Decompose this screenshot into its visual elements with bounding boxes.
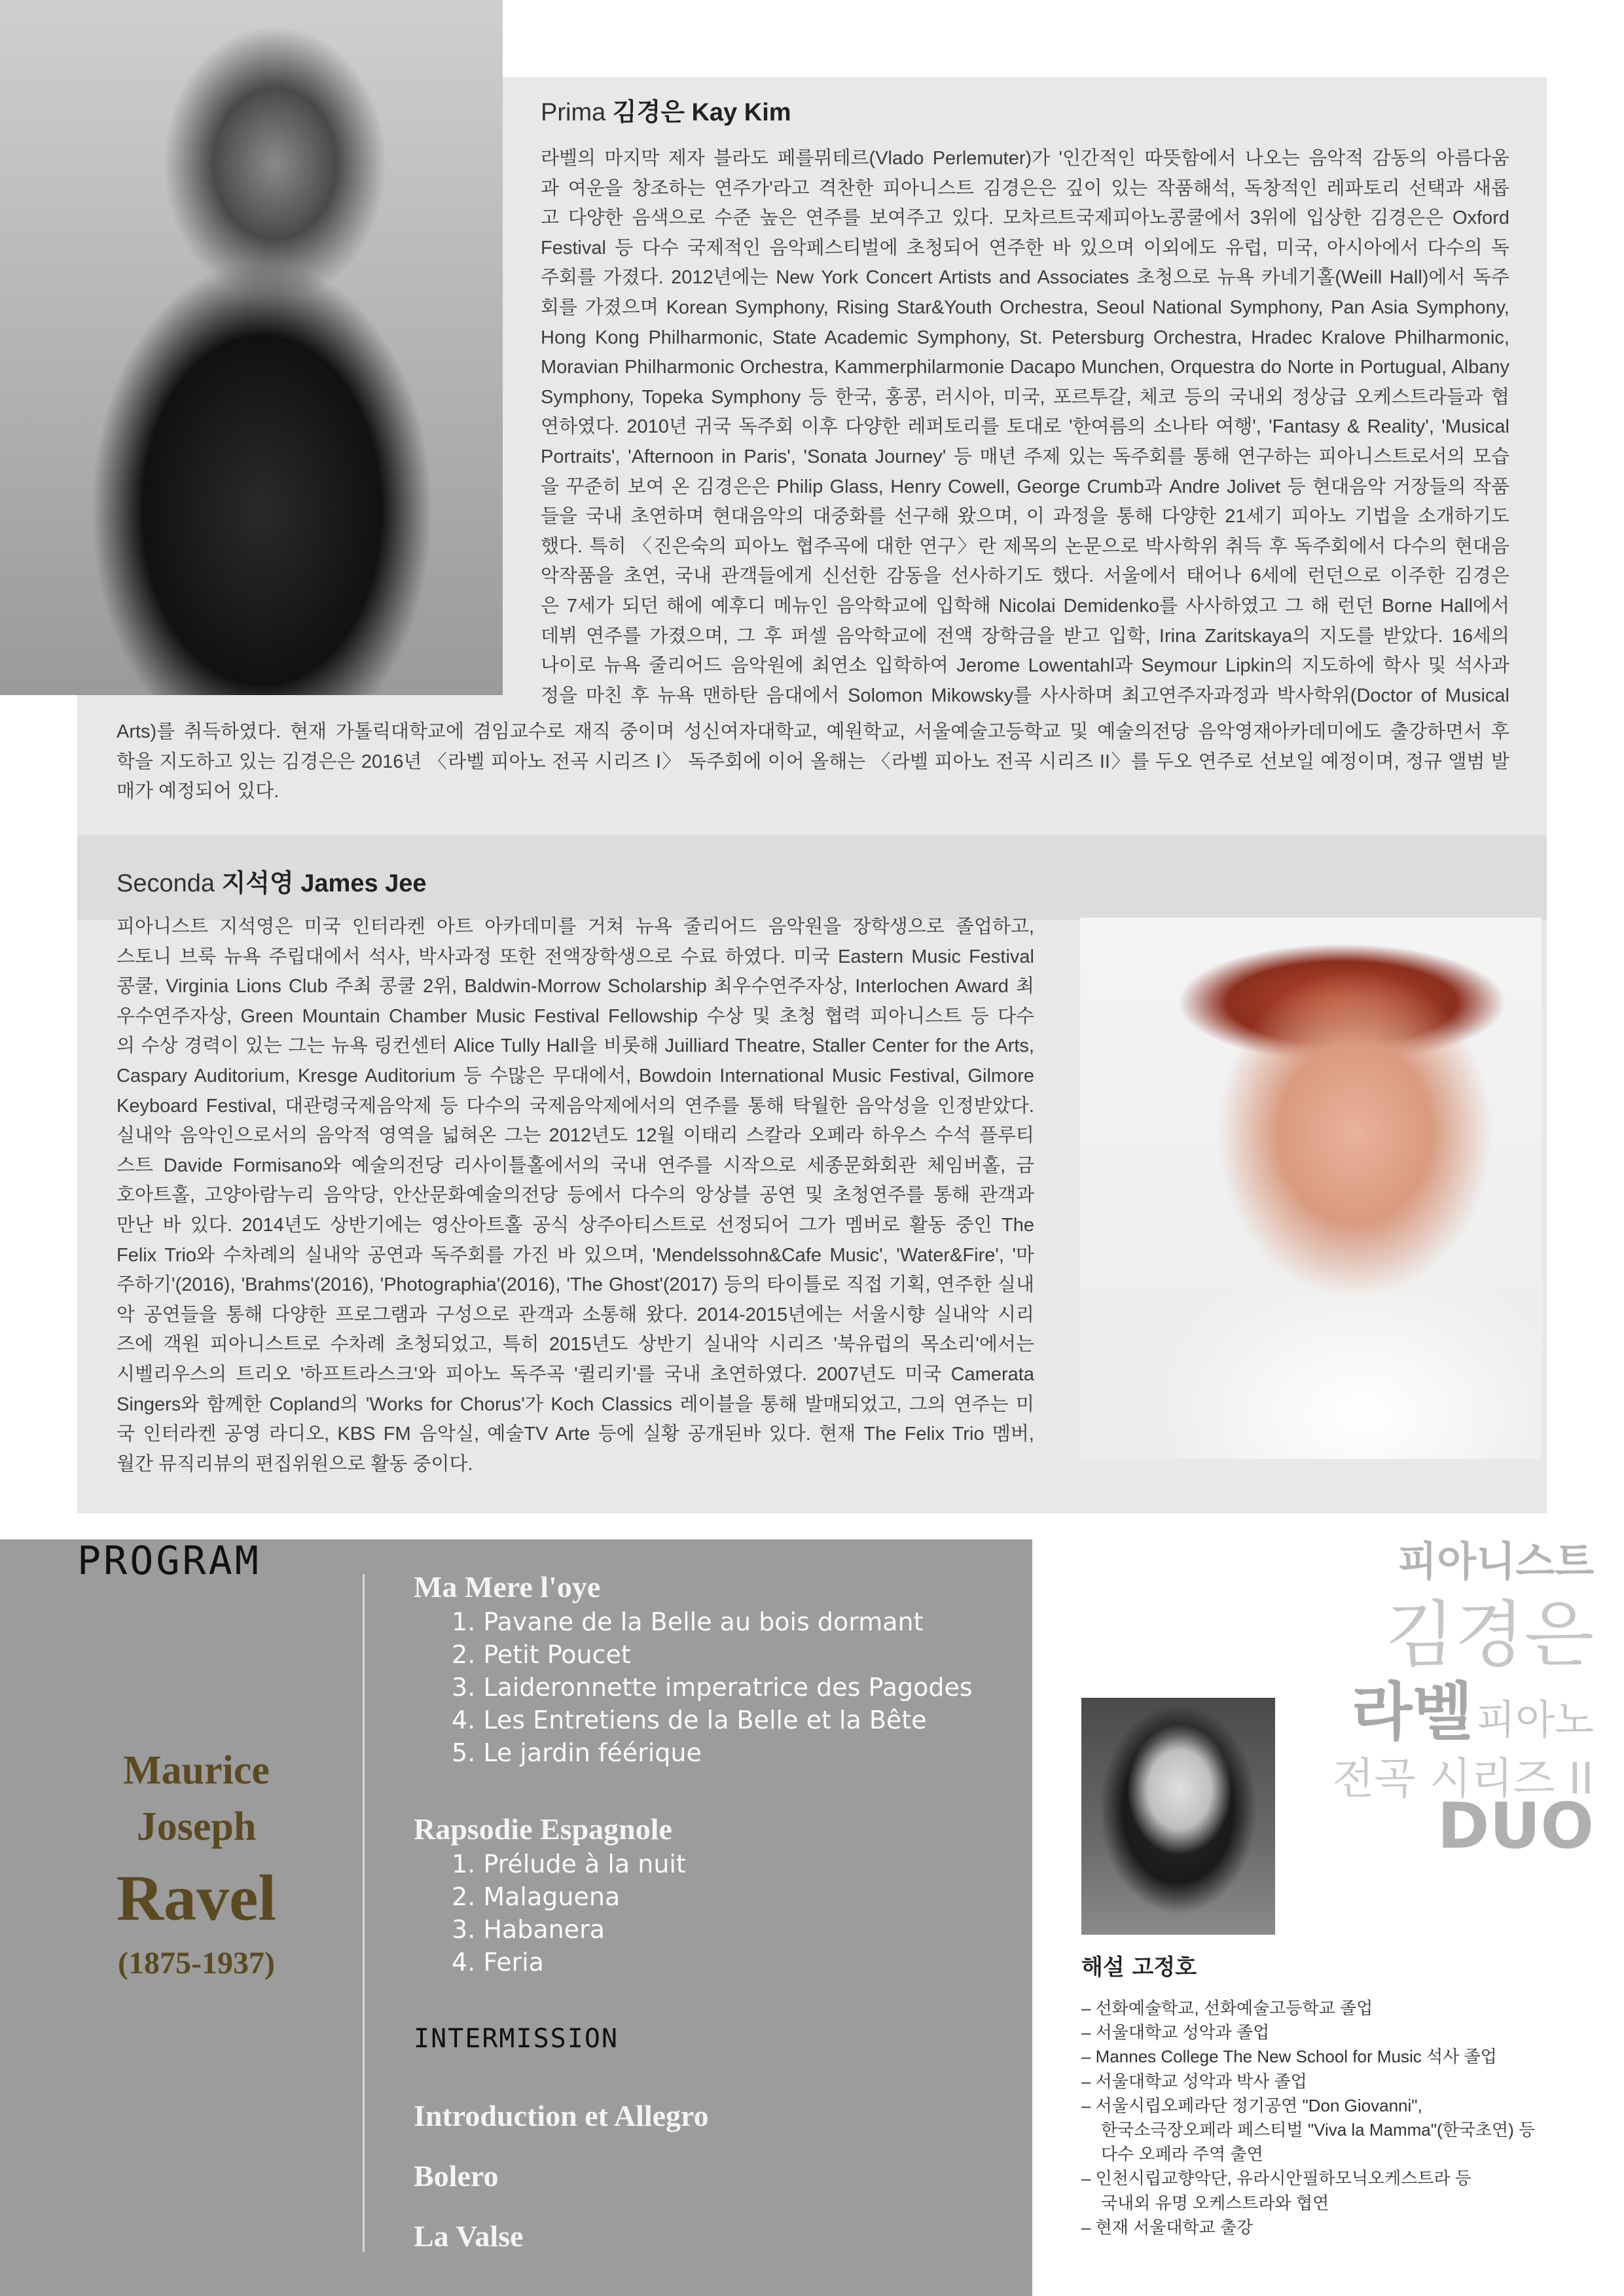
seconda-bio-line: 스토니 브룩 뉴욕 주립대에서 석사, 박사과정 또한 전액장학생으로 수료 하였다. 미국 Eastern Music Festival xyxy=(117,946,1034,967)
seconda-role: Seconda xyxy=(117,870,215,897)
prima-bio-line: Moravian Philharmonic Orchestra, Kammerphilarmonie Dacapo Munchen, Orquestra do Norte in Portugual, Albany xyxy=(541,357,1509,378)
movement-2-4: 4. Feria xyxy=(452,1948,544,1977)
prima-bio-line: 과 여운을 창조하는 연주가'라고 격찬한 피아니스트 김경은은 깊이 있는 작품해석, 독창적인 레파토리 선택과 새롭 xyxy=(541,177,1509,199)
series-title-ravel xyxy=(1352,1662,1594,1752)
james-jee-photo xyxy=(1080,918,1542,1459)
seconda-bio-line: Felix Trio와 수차례의 실내악 공연과 독주회를 가진 바 있으며, 'Mendelssohn&Cafe Music', 'Water&Fire', '마 xyxy=(117,1244,1034,1266)
movement-1-5: 5. Le jardin féérique xyxy=(452,1738,702,1767)
prima-bio-line: 매가 예정되어 있다. xyxy=(117,781,280,802)
prima-bio-line: Symphony, Topeka Symphony 등 한국, 홍콩, 러시아, 미국, 포르투갈, 체코 등의 국내외 정상급 오케스트라들과 협 xyxy=(541,386,1509,408)
seconda-bio-line: 악 공연들을 통해 다양한 프로그램과 구성으로 관객과 소통해 왔다. 2014-2015년에는 서울시향 실내악 시리 xyxy=(117,1304,1034,1325)
program-title: PROGRAM xyxy=(77,1538,261,1584)
seconda-bio-line: 즈에 객원 피아니스트로 수차례 초청되었고, 특히 2015년도 상반기 실내악 시리즈 '북유럽의 목소리'에서는 xyxy=(117,1334,1034,1355)
work-title-3: Introduction et Allegro xyxy=(414,2099,709,2132)
seconda-bio-line: 콩쿨, Virginia Lions Club 주최 콩쿨 2위, Baldwin-Morrow Scholarship 최우수연주자상, Interlochen Award 최 xyxy=(117,976,1034,997)
work-title-2: Rapsodie Espagnole xyxy=(414,1812,672,1846)
seconda-bio-line: 월간 뮤직리뷰의 편집위원으로 활동 중이다. xyxy=(117,1453,473,1475)
seconda-bio-line: 피아니스트 지석영은 미국 인터라켄 아트 아카데미를 거쳐 뉴욕 줄리어드 음악원을 장학생으로 졸업하고, xyxy=(117,916,1034,937)
narrator-credential-item: – 선화예술학교, 선화예술고등학교 졸업 xyxy=(1081,1998,1373,2018)
prima-role: Prima xyxy=(541,99,606,126)
prima-name: 김경은 Kay Kim xyxy=(612,99,791,126)
narrator-title: 해설 고정호 xyxy=(1081,1954,1197,1981)
series-title-name: 김경은 xyxy=(1385,1593,1594,1677)
prima-bio-line: 고 다양한 음색으로 수준 높은 연주를 보여주고 있다. 모차르트국제피아노콩쿨에서 3위에 입상한 김경은은 Oxford xyxy=(541,207,1509,229)
movement-2-3: 3. Habanera xyxy=(452,1915,605,1944)
movement-2-1: 1. Prélude à la nuit xyxy=(452,1850,686,1878)
seconda-bio-line: 호아트홀, 고양아람누리 음악당, 안산문화예술의전당 등에서 다수의 앙상블 공연 및 초청연주를 통해 관객과 xyxy=(117,1185,1034,1206)
prima-bio-line: 을 꾸준히 보여 온 김경은은 Philip Glass, Henry Cowell, George Crumb과 Andre Jolivet 등 현대음악 거장들의 작품 xyxy=(541,476,1509,497)
movement-1-3: 3. Laideronnette imperatrice des Pagodes xyxy=(452,1673,973,1702)
seconda-name: 지석영 James Jee xyxy=(221,870,427,897)
seconda-bio-line: Caspary Auditorium, Kresge Auditorium 등 수많은 무대에서, Bowdoin International Music Festival, Gilmore xyxy=(117,1065,1034,1086)
prima-heading xyxy=(541,92,791,128)
series-title-ravel-main: 라벨 xyxy=(1351,1676,1473,1749)
seconda-bio-line: 우수연주자상, Green Mountain Chamber Music Festival Fellowship 수상 및 초청 협력 피아니스트 등 다수 xyxy=(117,1005,1034,1027)
kay-kim-photo xyxy=(0,0,503,695)
series-title-duo: DUO xyxy=(1437,1789,1594,1863)
prima-bio-line: Portraits', 'Afternoon in Paris', 'Sonata Journey' 등 매년 주제 있는 독주회를 통해 연구하는 피아니스트로서의 모습 xyxy=(541,446,1509,467)
series-title-piano: 피아노 xyxy=(1476,1696,1594,1744)
seconda-bio xyxy=(117,912,1034,1479)
prima-bio-line: 했다. 특히 〈진은숙의 피아노 협주곡에 대한 연구〉란 제목의 논문으로 박사학위 취득 후 독주회에서 다수의 현대음 xyxy=(541,535,1509,557)
prima-bio-line: Arts)를 취득하였다. 현재 가톨릭대학교에 겸임교수로 재직 중이며 성신여자대학교, 예원학교, 서울예술고등학교 및 예술의전당 음악영재아카데미에도 출강하면서 후 xyxy=(117,721,1509,742)
work-title-5: La Valse xyxy=(414,2219,524,2253)
narrator-credential-item: – 서울대학교 성악과 졸업 xyxy=(1081,2022,1270,2043)
series-title-series: 전곡 시리즈 II xyxy=(1332,1753,1594,1804)
prima-bio-line: 학을 지도하고 있는 김경은은 2016년 〈라벨 피아노 전곡 시리즈 I〉 독주회에 이어 올해는 〈라벨 피아노 전곡 시리즈 II〉를 두오 연주로 선보일 예정이며, 정규 앨범 발 xyxy=(117,751,1509,772)
composer-years: (1875-1937) xyxy=(118,1946,275,1981)
intermission-label: INTERMISSION xyxy=(414,2024,619,2054)
prima-bio-upper xyxy=(541,144,1509,746)
prima-bio-line: 나이로 뉴욕 줄리어드 음악원에 최연소 입학하여 Jerome Lowentahl과 Seymour Lipkin의 지도하에 학사 및 석사과 xyxy=(541,655,1509,677)
seconda-bio-line: 의 수상 경력이 있는 그는 뉴욕 링컨센터 Alice Tully Hall을 비롯해 Juilliard Theatre, Staller Center for the Arts, xyxy=(117,1035,1034,1057)
prima-bio-line: Festival 등 다수 국제적인 음악페스티벌에 초청되어 연주한 바 있으며 이외에도 유럽, 미국, 아시아에서 다수의 독 xyxy=(541,237,1509,259)
prima-bio-line: 회를 가졌으며 Korean Symphony, Rising Star&Youth Orchestra, Seoul National Symphony, Pan Asia Symphony, xyxy=(541,296,1509,318)
narrator-credential-item: – 인천시립교향악단, 유라시안필하모닉오케스트라 등 국내외 유명 오케스트라와 협연 xyxy=(1081,2168,1471,2213)
prima-bio-line: 들을 국내 초연하며 현대음악의 대중화를 선구해 왔으며, 이 과정을 통해 다양한 21세기 피아노 기법을 소개하기도 xyxy=(541,506,1509,528)
movement-1-1: 1. Pavane de la Belle au bois dormant xyxy=(452,1607,924,1636)
work-title-1: Ma Mere l'oye xyxy=(414,1570,601,1604)
seconda-bio-line: 만난 바 있다. 2014년도 상반기에는 영산아트홀 공식 상주아티스트로 선정되어 그가 멤버로 활동 중인 The xyxy=(117,1214,1034,1236)
work-title-4: Bolero xyxy=(414,2159,499,2193)
composer-first-name: Maurice xyxy=(123,1748,270,1793)
prima-bio-line: 악작품을 초연, 국내 관객들에게 신선한 감동을 선사하기도 했다. 서울에서 태어나 6세에 런던으로 이주한 김경은 xyxy=(541,565,1509,587)
prima-bio-line: 데뷔 연주를 가졌으며, 그 후 퍼셀 음악학교에 전액 장학금을 받고 입학, Irina Zaritskaya의 지도를 받았다. 16세의 xyxy=(541,625,1509,647)
prima-bio-line: 은 7세가 되던 해에 예후디 메뉴인 음악학교에 입학해 Nicolai Demidenko를 사사하였고 그 해 런던 Borne Hall에서 xyxy=(541,595,1509,617)
program-divider xyxy=(363,1574,365,2252)
seconda-bio-line: 실내악 음악인으로서의 음악적 영역을 넓혀온 그는 2012년도 12월 이태리 스칼라 오페라 하우스 수석 플루티 xyxy=(117,1125,1034,1147)
prima-bio-line: 라벨의 마지막 제자 블라도 페를뮈테르(Vlado Perlemuter)가 '인간적인 따뜻함에서 나오는 음악적 감동의 아름다움 xyxy=(541,148,1509,169)
movement-1-4: 4. Les Entretiens de la Belle et la Bête xyxy=(452,1706,927,1734)
narrator-credentials xyxy=(1081,1996,1579,2240)
prima-bio-line: 연하였다. 2010년 귀국 독주회 이후 다양한 레퍼토리를 토대로 '한여름의 소나타 여행', 'Fantasy & Reality', 'Musical xyxy=(541,416,1509,438)
movement-2-2: 2. Malaguena xyxy=(452,1882,621,1911)
seconda-bio-line: Singers와 함께한 Copland의 'Works for Chorus'가 Koch Classics 레이블을 통해 발매되었고, 그의 연주는 미 xyxy=(117,1393,1034,1415)
seconda-bio-line: Keyboard Festival, 대관령국제음악제 등 다수의 국제음악제에서의 연주를 통해 탁월한 음악성을 인정받았다. xyxy=(117,1095,1034,1117)
narrator-credential-item: – 서울대학교 성악과 박사 졸업 xyxy=(1081,2071,1307,2091)
composer-last-name: Ravel xyxy=(116,1861,277,1934)
prima-bio-line: 정을 마친 후 뉴욕 맨하탄 음대에서 Solomon Mikowsky를 사사하며 최고연주자과정과 박사학위(Doctor of Musical xyxy=(541,685,1509,706)
composer-middle-name: Joseph xyxy=(136,1804,257,1849)
movement-1-2: 2. Petit Poucet xyxy=(452,1640,631,1669)
narrator-credential-item: – 현재 서울대학교 출강 xyxy=(1081,2217,1254,2237)
seconda-heading xyxy=(117,863,427,899)
prima-bio-lower xyxy=(117,717,1509,807)
seconda-bio-line: 국 인터라켄 공영 라디오, KBS FM 음악실, 예술TV Arte 등에 실황 공개된바 있다. 현재 The Felix Trio 멤버, xyxy=(117,1424,1034,1445)
seconda-bio-line: 스트 Davide Formisano와 예술의전당 리사이틀홀에서의 국내 연주를 시작으로 세종문화회관 체임버홀, 금 xyxy=(117,1155,1034,1176)
prima-bio-line: Hong Kong Philharmonic, State Academic Symphony, St. Petersburg Orchestra, Hradec Kralove Philharmonic, xyxy=(541,327,1509,348)
prima-bio-line: 주회를 가졌다. 2012년에는 New York Concert Artists and Associates 초청으로 뉴욕 카네기홀(Weill Hall)에서 독주 xyxy=(541,267,1509,289)
seconda-bio-line: 주하기'(2016), 'Brahms'(2016), 'Photographia'(2016), 'The Ghost'(2017) 등의 타이틀로 직접 기획, 연주한 실내 xyxy=(117,1274,1034,1296)
seconda-bio-line: 시벨리우스의 트리오 '하프트라스크'와 피아노 독주곡 '퀼리키'를 국내 초연하였다. 2007년도 미국 Camerata xyxy=(117,1363,1034,1385)
narrator-photo xyxy=(1081,1698,1275,1935)
series-title-pianist: 피아니스트 xyxy=(1398,1537,1594,1585)
narrator-credential-item: – Mannes College The New School for Music 석사 졸업 xyxy=(1081,2047,1497,2067)
narrator-credential-item: – 서울시립오페라단 정기공연 "Don Giovanni", 한국소극장오페라 페스티벌 "Viva la Mamma"(한국초연) 등 다수 오페라 주역 출연 xyxy=(1081,2095,1536,2164)
